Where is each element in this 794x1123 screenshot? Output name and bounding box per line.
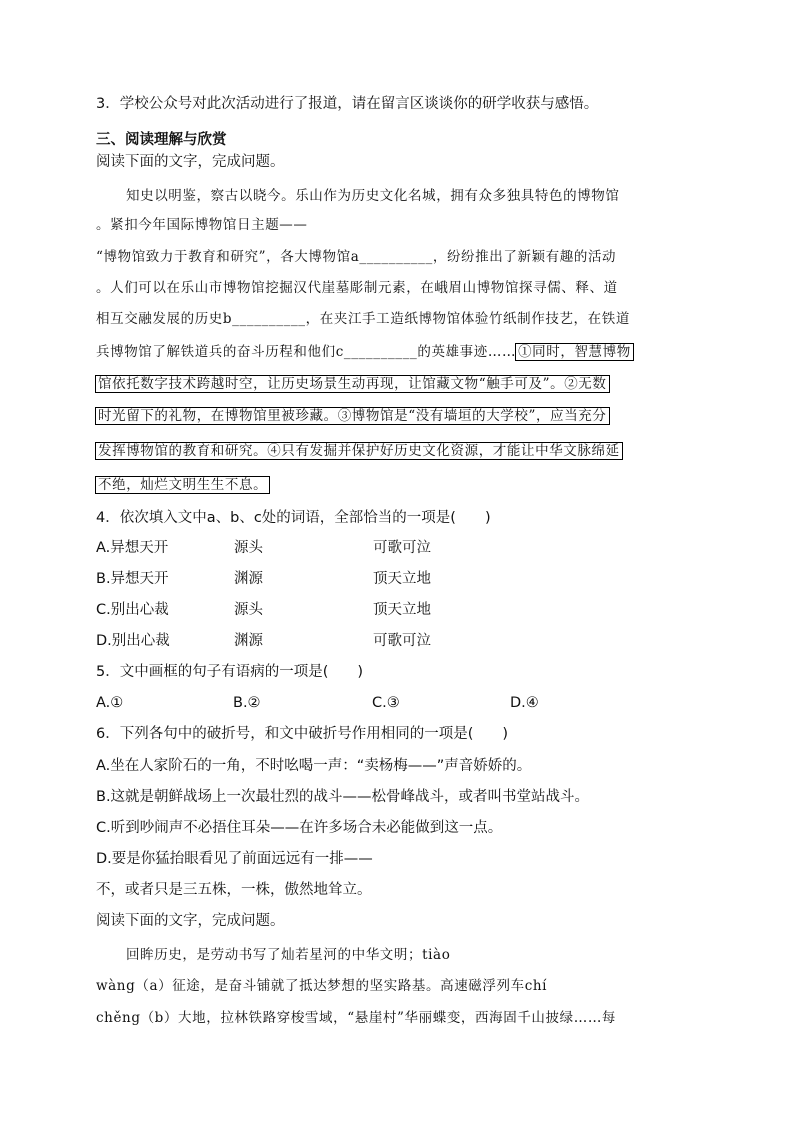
passage-line xyxy=(96,342,634,362)
option-a-b: 源头 xyxy=(234,540,263,556)
option-c-b: 源头 xyxy=(234,602,263,618)
option-b-b: 渊源 xyxy=(234,571,263,587)
boxed-line: 时光留下的礼物，在博物馆里被珍藏。③博物馆是“没有墙垣的大学校”，应当充分 xyxy=(95,407,610,425)
passage-line: wàng（a）征途，是奋斗铺就了抵达梦想的坚实路基。高速磁浮列车chí xyxy=(96,978,548,994)
option-d-continued: 不，或者只是三五株，一株，傲然地耸立。 xyxy=(96,882,372,898)
option-c: C.③ xyxy=(372,695,400,711)
option-c: C.听到吵闹声不必捂住耳朵——在许多场合未必能做到这一点。 xyxy=(96,820,503,836)
question-3: 3．学校公众号对此次活动进行了报道，请在留言区谈谈你的研学收获与感悟。 xyxy=(96,96,599,112)
boxed-line: 馆依托数字技术跨越时空，让历史场景生动再现，让馆藏文物“触手可及”。②无数 xyxy=(95,375,610,393)
option-b-c: 顶天立地 xyxy=(373,571,431,587)
boxed-sentence xyxy=(96,475,270,495)
option-d: D.④ xyxy=(510,695,539,711)
passage-line: chěng（b）大地，拉林铁路穿梭雪域，“悬崖村”华丽蝶变，西海固千山披绿……每 xyxy=(96,1010,617,1026)
boxed-sentence xyxy=(96,374,610,394)
boxed-line: 不绝，灿烂文明生生不息。 xyxy=(95,476,270,494)
option-b-label: B.异想天开 xyxy=(96,571,169,587)
reading-instruction: 阅读下面的文字，完成问题。 xyxy=(96,154,285,170)
option-d-b: 渊源 xyxy=(234,633,263,649)
passage-line: 。紧扣今年国际博物馆日主题—— xyxy=(96,217,308,233)
option-a-c: 可歌可泣 xyxy=(373,540,431,556)
passage-line: 回眸历史，是劳动书写了灿若星河的中华文明；tiào xyxy=(126,947,451,963)
boxed-sentence: ①同时，智慧博物 xyxy=(515,343,634,361)
option-c-label: C.别出心裁 xyxy=(96,602,169,618)
section-heading: 三、阅读理解与欣赏 xyxy=(96,132,227,148)
option-a: A.① xyxy=(96,695,124,711)
passage-line: 。人们可以在乐山市博物馆挖掘汉代崖墓彫制元素，在峨眉山博物馆探寻儒、释、道 xyxy=(96,280,618,296)
option-b: B.② xyxy=(233,695,261,711)
reading-instruction: 阅读下面的文字，完成问题。 xyxy=(96,913,285,929)
option-c-c: 顶天立地 xyxy=(373,602,431,618)
option-d: D.要是你猛抬眼看见了前面远远有一排—— xyxy=(96,851,373,867)
question-stem: 6．下列各句中的破折号，和文中破折号作用相同的一项是( ) xyxy=(96,726,509,742)
boxed-sentence xyxy=(96,441,623,461)
option-b: B.这就是朝鲜战场上一次最壮烈的战斗——松骨峰战斗，或者叫书堂站战斗。 xyxy=(96,789,590,805)
passage-line: 知史以明鉴，察古以晓今。乐山作为历史文化名城，拥有众多独具特色的博物馆 xyxy=(126,188,620,204)
option-d-label: D.别出心裁 xyxy=(96,633,170,649)
option-d-c: 可歌可泣 xyxy=(373,633,431,649)
option-a-label: A.异想天开 xyxy=(96,540,169,556)
passage-line: “博物馆致力于教育和研究”，各大博物馆a__________，纷纷推出了新颖有趣的活动 xyxy=(96,249,617,265)
boxed-sentence xyxy=(96,406,610,426)
passage-line: 相互交融发展的历史b__________，在夹江手工造纸博物馆体验竹纸制作技艺，在铁道 xyxy=(96,311,630,327)
passage-text: 兵博物馆了解铁道兵的奋斗历程和他们c__________的英雄事迹…… xyxy=(96,344,517,360)
question-stem: 5．文中画框的句子有语病的一项是( ) xyxy=(96,664,364,680)
boxed-line: 发挥博物馆的教育和研究。④只有发掘并保护好历史文化资源，才能让中华文脉绵延 xyxy=(95,442,623,460)
question-stem: 4．依次填入文中a、b、c处的词语，全部恰当的一项是( ) xyxy=(96,510,491,526)
option-a: A.坐在人家阶石的一角，不时吆喝一声：“卖杨梅——”声音娇娇的。 xyxy=(96,758,532,774)
